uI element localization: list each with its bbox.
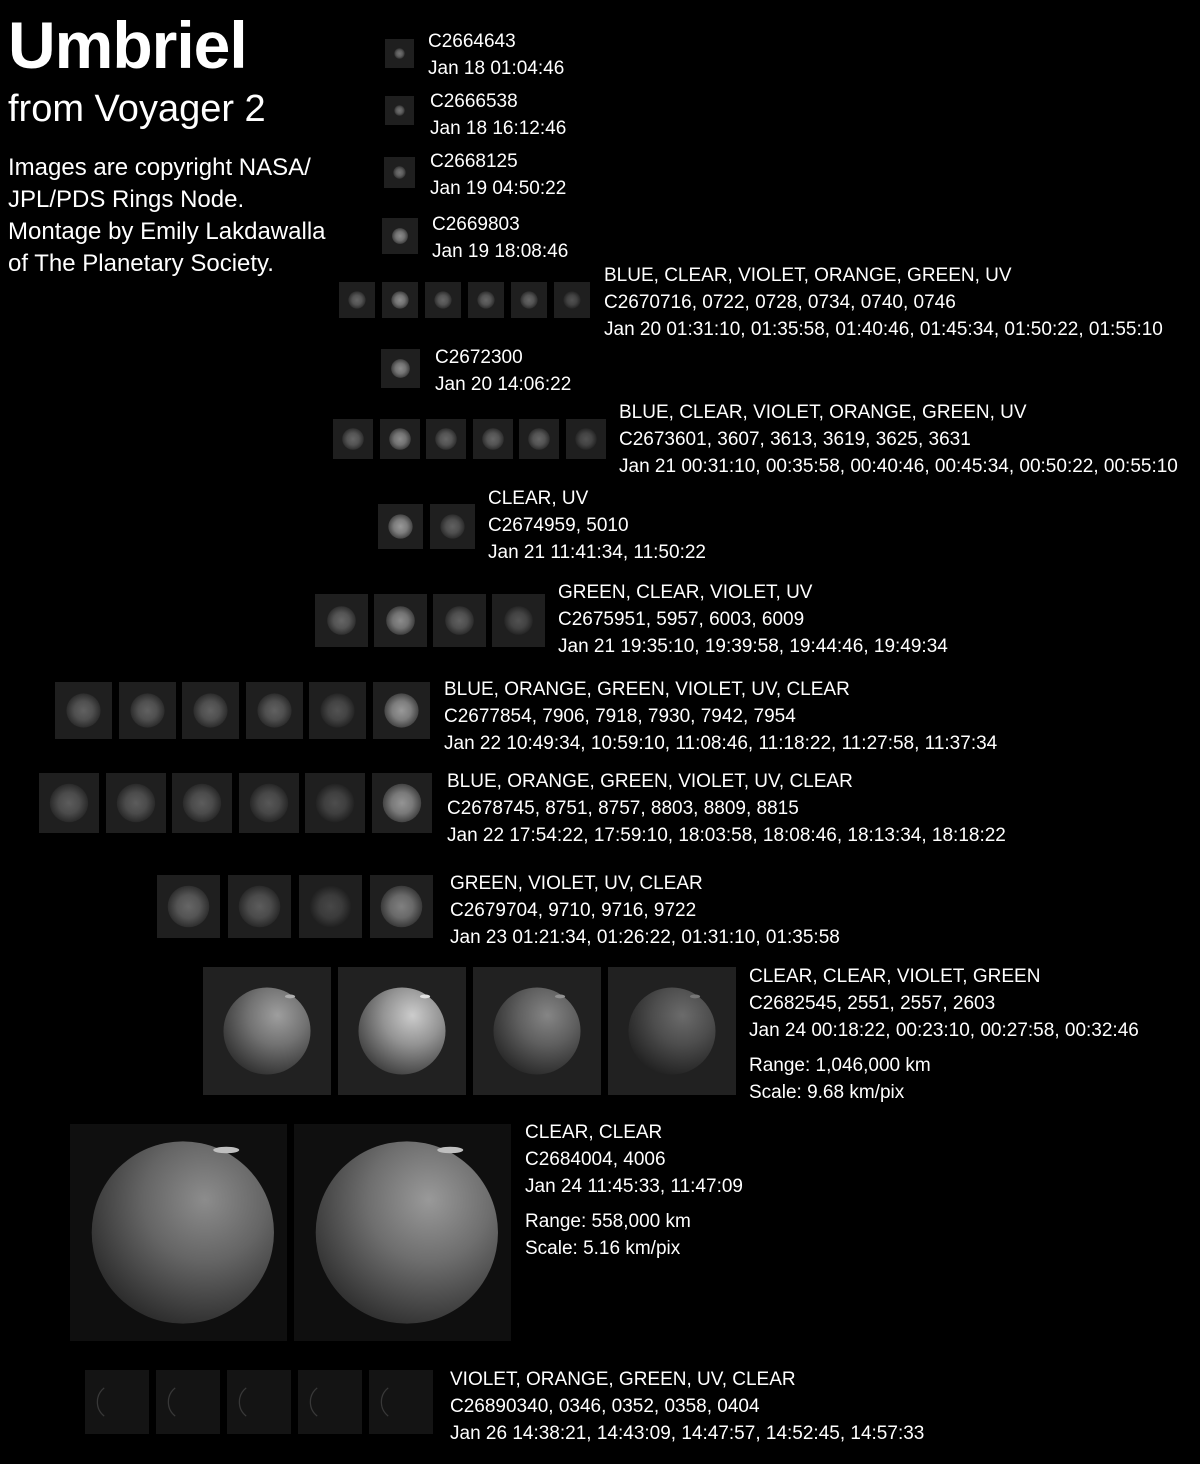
umbriel-image-thumbnail: [228, 875, 291, 938]
umbriel-image-thumbnail: [372, 773, 432, 833]
image-caption: [488, 485, 706, 566]
scale-value: Scale: 5.16 km/pix: [525, 1238, 681, 1259]
credit-line: JPL/PDS Rings Node.: [8, 186, 245, 213]
timestamp-list: Jan 19 18:08:46: [432, 241, 569, 262]
image-id: C2664643: [428, 31, 516, 52]
filter-list: CLEAR, CLEAR, VIOLET, GREEN: [749, 966, 1041, 987]
filter-list: GREEN, VIOLET, UV, CLEAR: [450, 873, 703, 894]
umbriel-image-thumbnail: [566, 419, 606, 459]
timestamp-list: Jan 21 11:41:34, 11:50:22: [488, 542, 706, 563]
image-id-list: C2679704, 9710, 9716, 9722: [450, 900, 697, 921]
umbriel-image-thumbnail: [339, 282, 375, 318]
timestamp-list: Jan 19 04:50:22: [430, 178, 567, 199]
umbriel-image-thumbnail: [378, 504, 423, 549]
image-id-list: C2684004, 4006: [525, 1149, 666, 1170]
umbriel-image-thumbnail: [246, 682, 303, 739]
umbriel-image-thumbnail: [85, 1370, 149, 1434]
image-id-list: C2682545, 2551, 2557, 2603: [749, 993, 996, 1014]
image-caption: [430, 88, 566, 142]
umbriel-image-thumbnail: [433, 594, 486, 647]
umbriel-image-thumbnail: [492, 594, 545, 647]
umbriel-image-thumbnail: [157, 875, 220, 938]
umbriel-image-thumbnail: [156, 1370, 220, 1434]
umbriel-image-thumbnail: [315, 594, 368, 647]
filter-list: CLEAR, UV: [488, 488, 589, 509]
umbriel-image-thumbnail: [172, 773, 232, 833]
timestamp-list: Jan 18 16:12:46: [430, 118, 567, 139]
filter-list: BLUE, CLEAR, VIOLET, ORANGE, GREEN, UV: [619, 402, 1027, 423]
timestamp-list: Jan 24 11:45:33, 11:47:09: [525, 1176, 743, 1197]
image-caption: [444, 676, 997, 757]
image-caption: [447, 768, 1006, 849]
filter-list: BLUE, ORANGE, GREEN, VIOLET, UV, CLEAR: [447, 771, 853, 792]
umbriel-image-thumbnail: [39, 773, 99, 833]
image-caption: [450, 870, 840, 951]
timestamp-list: Jan 22 10:49:34, 10:59:10, 11:08:46, 11:18:22, 11:27:58, 11:37:34: [444, 733, 998, 754]
timestamp-list: Jan 20 14:06:22: [435, 374, 572, 395]
filter-list: VIOLET, ORANGE, GREEN, UV, CLEAR: [450, 1369, 796, 1390]
filter-list: GREEN, CLEAR, VIOLET, UV: [558, 582, 813, 603]
image-caption: [749, 963, 1139, 1106]
image-caption: [432, 211, 568, 265]
image-id-list: C2670716, 0722, 0728, 0734, 0740, 0746: [604, 292, 956, 313]
image-caption: [558, 579, 948, 660]
umbriel-image-thumbnail: [384, 157, 415, 188]
filter-list: BLUE, CLEAR, VIOLET, ORANGE, GREEN, UV: [604, 265, 1012, 286]
image-id: C2672300: [435, 347, 523, 368]
umbriel-image-thumbnail: [385, 96, 414, 125]
image-id-list: C2675951, 5957, 6003, 6009: [558, 609, 805, 630]
umbriel-image-thumbnail: [374, 594, 427, 647]
umbriel-image-thumbnail: [182, 682, 239, 739]
image-caption: [450, 1366, 924, 1447]
credit-line: Montage by Emily Lakdawalla: [8, 218, 326, 245]
range-value: Range: 558,000 km: [525, 1211, 691, 1232]
image-id-list: C2678745, 8751, 8757, 8803, 8809, 8815: [447, 798, 799, 819]
credit-line: Images are copyright NASA/: [8, 154, 311, 181]
umbriel-image-thumbnail: [298, 1370, 362, 1434]
image-caption: [604, 262, 1163, 343]
range-value: Range: 1,046,000 km: [749, 1055, 931, 1076]
montage-title: Umbriel: [8, 8, 247, 82]
umbriel-image-thumbnail: [294, 1124, 511, 1341]
umbriel-image-thumbnail: [430, 504, 475, 549]
umbriel-image-thumbnail: [382, 282, 418, 318]
umbriel-image-thumbnail: [385, 39, 414, 68]
image-id-list: C2673601, 3607, 3613, 3619, 3625, 3631: [619, 429, 971, 450]
umbriel-image-thumbnail: [369, 1370, 433, 1434]
timestamp-list: Jan 21 19:35:10, 19:39:58, 19:44:46, 19:49:34: [558, 636, 948, 657]
umbriel-image-thumbnail: [106, 773, 166, 833]
umbriel-image-thumbnail: [519, 419, 559, 459]
umbriel-image-thumbnail: [299, 875, 362, 938]
image-caption: [430, 148, 566, 202]
umbriel-image-thumbnail: [554, 282, 590, 318]
umbriel-image-thumbnail: [373, 682, 430, 739]
umbriel-image-thumbnail: [473, 967, 601, 1095]
image-caption: [619, 399, 1178, 480]
image-caption: [428, 28, 564, 82]
umbriel-image-thumbnail: [473, 419, 513, 459]
image-id-list: C26890340, 0346, 0352, 0358, 0404: [450, 1396, 760, 1417]
umbriel-image-thumbnail: [608, 967, 736, 1095]
umbriel-image-thumbnail: [338, 967, 466, 1095]
image-id: C2666538: [430, 91, 518, 112]
umbriel-image-thumbnail: [380, 419, 420, 459]
umbriel-image-thumbnail: [239, 773, 299, 833]
timestamp-list: Jan 26 14:38:21, 14:43:09, 14:47:57, 14:52:45, 14:57:33: [450, 1423, 925, 1444]
timestamp-list: Jan 23 01:21:34, 01:26:22, 01:31:10, 01:35:58: [450, 927, 840, 948]
umbriel-image-thumbnail: [381, 349, 420, 388]
umbriel-image-thumbnail: [333, 419, 373, 459]
image-id-list: C2674959, 5010: [488, 515, 629, 536]
montage-subtitle: from Voyager 2: [8, 88, 266, 130]
umbriel-image-thumbnail: [425, 282, 461, 318]
umbriel-image-thumbnail: [468, 282, 504, 318]
umbriel-image-thumbnail: [119, 682, 176, 739]
umbriel-image-thumbnail: [55, 682, 112, 739]
umbriel-image-thumbnail: [426, 419, 466, 459]
umbriel-image-thumbnail: [70, 1124, 287, 1341]
image-id-list: C2677854, 7906, 7918, 7930, 7942, 7954: [444, 706, 796, 727]
filter-list: BLUE, ORANGE, GREEN, VIOLET, UV, CLEAR: [444, 679, 850, 700]
umbriel-image-thumbnail: [511, 282, 547, 318]
timestamp-list: Jan 22 17:54:22, 17:59:10, 18:03:58, 18:08:46, 18:13:34, 18:18:22: [447, 825, 1006, 846]
umbriel-image-thumbnail: [382, 218, 418, 254]
timestamp-list: Jan 18 01:04:46: [428, 58, 565, 79]
timestamp-list: Jan 21 00:31:10, 00:35:58, 00:40:46, 00:45:34, 00:50:22, 00:55:10: [619, 456, 1178, 477]
umbriel-image-thumbnail: [305, 773, 365, 833]
timestamp-list: Jan 24 00:18:22, 00:23:10, 00:27:58, 00:32:46: [749, 1020, 1139, 1041]
image-id: C2669803: [432, 214, 520, 235]
image-caption: [435, 344, 571, 398]
filter-list: CLEAR, CLEAR: [525, 1122, 663, 1143]
timestamp-list: Jan 20 01:31:10, 01:35:58, 01:40:46, 01:45:34, 01:50:22, 01:55:10: [604, 319, 1163, 340]
image-id: C2668125: [430, 151, 518, 172]
credit-line: of The Planetary Society.: [8, 250, 274, 277]
image-credits: [8, 152, 358, 280]
scale-value: Scale: 9.68 km/pix: [749, 1082, 905, 1103]
umbriel-image-thumbnail: [203, 967, 331, 1095]
image-caption: [525, 1119, 743, 1262]
umbriel-image-thumbnail: [309, 682, 366, 739]
umbriel-image-thumbnail: [227, 1370, 291, 1434]
umbriel-image-thumbnail: [370, 875, 433, 938]
